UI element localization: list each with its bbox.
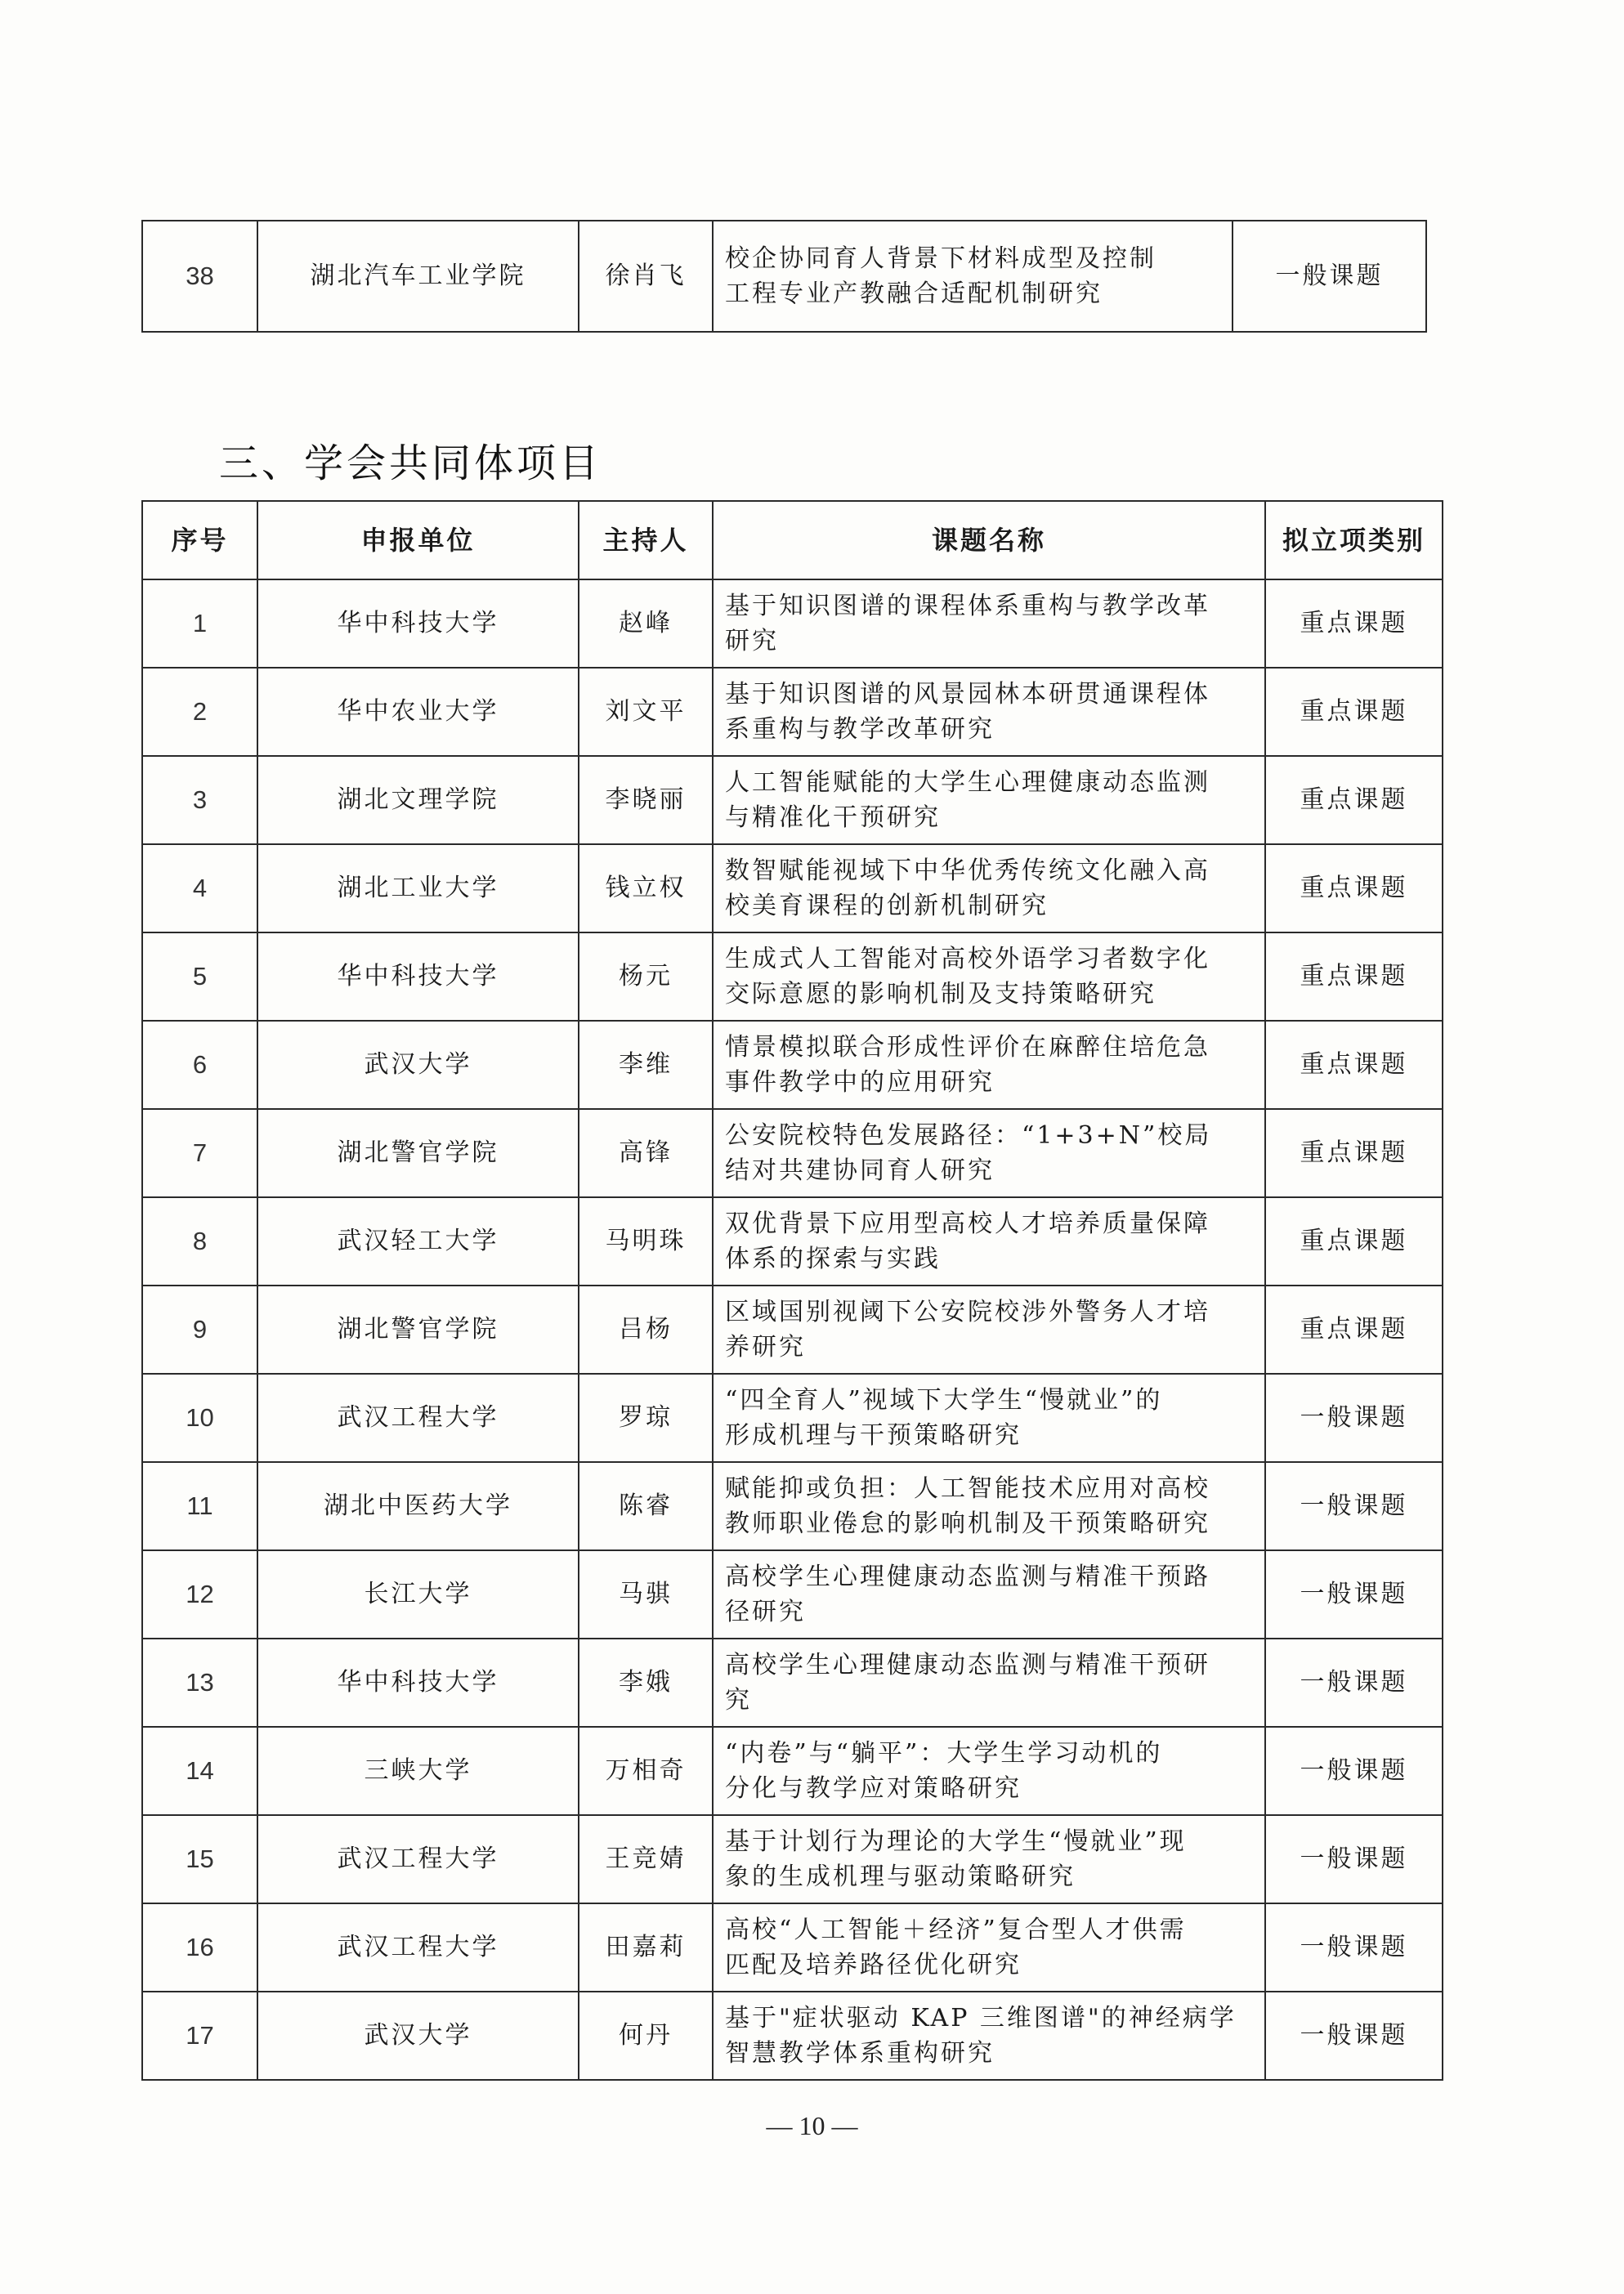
row-host: 田嘉莉 <box>579 1903 713 1992</box>
table-row <box>142 1021 1443 1109</box>
row-host: 刘文平 <box>579 668 713 756</box>
row-title-line: 校企协同育人背景下材料成型及控制 <box>725 244 1156 273</box>
row-category: 重点课题 <box>1265 579 1443 668</box>
row-title <box>713 1992 1265 2080</box>
row-host: 李晓丽 <box>579 756 713 844</box>
row-host: 赵峰 <box>579 579 713 668</box>
row-host: 高锋 <box>579 1109 713 1197</box>
row-category: 一般课题 <box>1233 221 1426 332</box>
row-unit: 华中科技大学 <box>257 579 579 668</box>
row-title <box>713 932 1265 1021</box>
table-row <box>142 1639 1443 1727</box>
row-title-line: 研究 <box>725 627 779 655</box>
row-title-line: 与精准化干预研究 <box>725 803 941 832</box>
row-title <box>713 579 1265 668</box>
row-title-line: 赋能抑或负担：人工智能技术应用对高校 <box>725 1473 1210 1503</box>
row-category: 一般课题 <box>1265 1550 1443 1639</box>
row-host: 王竞婧 <box>579 1815 713 1903</box>
row-title <box>713 1197 1265 1286</box>
row-number: 38 <box>142 221 257 332</box>
row-host: 李娥 <box>579 1639 713 1727</box>
row-title-line: 分化与教学应对策略研究 <box>725 1774 1022 1803</box>
row-title <box>713 1903 1265 1992</box>
row-number: 12 <box>142 1550 257 1639</box>
row-title <box>713 844 1265 932</box>
table-row <box>142 1286 1443 1374</box>
row-title-line: 究 <box>725 1686 752 1715</box>
row-category: 一般课题 <box>1265 1462 1443 1550</box>
row-host: 钱立权 <box>579 844 713 932</box>
row-title-line: 基于知识图谱的风景园林本研贯通课程体 <box>725 679 1210 709</box>
row-number: 4 <box>142 844 257 932</box>
row-category: 一般课题 <box>1265 1903 1443 1992</box>
row-category: 重点课题 <box>1265 932 1443 1021</box>
row-host: 李维 <box>579 1021 713 1109</box>
section-heading: 三、学会共同体项目 <box>219 440 602 486</box>
table-row <box>142 1992 1443 2080</box>
row-category: 一般课题 <box>1265 1815 1443 1903</box>
header-host: 主持人 <box>579 501 713 579</box>
row-number: 15 <box>142 1815 257 1903</box>
table-row <box>142 1197 1443 1286</box>
row-number: 13 <box>142 1639 257 1727</box>
table-row <box>142 1462 1443 1550</box>
row-host: 何丹 <box>579 1992 713 2080</box>
row-title-line: 系重构与教学改革研究 <box>725 715 995 744</box>
row-title-line: 事件教学中的应用研究 <box>725 1068 995 1097</box>
row-title-line: 基于计划行为理论的大学生“慢就业”现 <box>725 1827 1187 1856</box>
row-title-line: 交际意愿的影响机制及支持策略研究 <box>725 980 1156 1008</box>
row-title <box>713 1815 1265 1903</box>
table-row <box>142 1815 1443 1903</box>
row-unit: 华中科技大学 <box>257 932 579 1021</box>
row-number: 9 <box>142 1286 257 1374</box>
row-title <box>713 756 1265 844</box>
row-host: 徐肖飞 <box>579 221 713 332</box>
row-unit: 三峡大学 <box>257 1727 579 1815</box>
row-unit: 武汉工程大学 <box>257 1815 579 1903</box>
table-row <box>142 1374 1443 1462</box>
row-unit: 湖北文理学院 <box>257 756 579 844</box>
row-category: 一般课题 <box>1265 1727 1443 1815</box>
row-unit: 长江大学 <box>257 1550 579 1639</box>
row-title <box>713 668 1265 756</box>
row-title <box>713 1727 1265 1815</box>
row-category: 重点课题 <box>1265 756 1443 844</box>
row-number: 10 <box>142 1374 257 1462</box>
row-title-line: 体系的探索与实践 <box>725 1245 941 1273</box>
row-title <box>713 1550 1265 1639</box>
row-number: 14 <box>142 1727 257 1815</box>
table-row <box>142 1903 1443 1992</box>
row-category: 一般课题 <box>1265 1374 1443 1462</box>
row-number: 17 <box>142 1992 257 2080</box>
row-category: 重点课题 <box>1265 668 1443 756</box>
row-number: 3 <box>142 756 257 844</box>
row-title-line: 径研究 <box>725 1598 806 1626</box>
row-title <box>713 1286 1265 1374</box>
row-number: 16 <box>142 1903 257 1992</box>
row-title-line: 高校学生心理健康动态监测与精准干预研 <box>725 1650 1210 1679</box>
row-number: 1 <box>142 579 257 668</box>
row-number: 8 <box>142 1197 257 1286</box>
row-category: 重点课题 <box>1265 844 1443 932</box>
row-title-line: “内卷”与“躺平”：大学生学习动机的 <box>725 1738 1163 1768</box>
row-category: 一般课题 <box>1265 1639 1443 1727</box>
row-category: 重点课题 <box>1265 1109 1443 1197</box>
row-category: 重点课题 <box>1265 1021 1443 1109</box>
row-title-line: 基于知识图谱的课程体系重构与教学改革 <box>725 591 1210 620</box>
row-title-line: 基于"症状驱动 KAP 三维图谱"的神经病学 <box>725 2003 1237 2032</box>
row-number: 5 <box>142 932 257 1021</box>
row-host: 马明珠 <box>579 1197 713 1286</box>
row-unit: 武汉工程大学 <box>257 1903 579 1992</box>
row-title-line: “四全育人”视域下大学生“慢就业”的 <box>725 1385 1163 1415</box>
table-row <box>142 844 1443 932</box>
row-title-line: 校美育课程的创新机制研究 <box>725 892 1049 920</box>
row-title <box>713 1109 1265 1197</box>
header-title: 课题名称 <box>713 501 1265 579</box>
row-title <box>713 1639 1265 1727</box>
row-unit: 湖北中医药大学 <box>257 1462 579 1550</box>
header-no: 序号 <box>142 501 257 579</box>
continuation-table <box>141 220 1427 333</box>
row-title-line: 情景模拟联合形成性评价在麻醉住培危急 <box>725 1032 1210 1062</box>
row-category: 重点课题 <box>1265 1197 1443 1286</box>
row-host: 马骐 <box>579 1550 713 1639</box>
row-unit: 湖北警官学院 <box>257 1286 579 1374</box>
row-title-line: 高校学生心理健康动态监测与精准干预路 <box>725 1562 1210 1591</box>
row-unit: 武汉轻工大学 <box>257 1197 579 1286</box>
table-row <box>142 668 1443 756</box>
row-title-line: 养研究 <box>725 1333 806 1362</box>
row-unit: 武汉大学 <box>257 1021 579 1109</box>
table-header-row <box>142 501 1443 579</box>
row-unit: 湖北汽车工业学院 <box>257 221 579 332</box>
table-row <box>142 1109 1443 1197</box>
project-table <box>141 500 1443 2081</box>
row-title-line: 结对共建协同育人研究 <box>725 1156 995 1185</box>
row-title-line: 数智赋能视域下中华优秀传统文化融入高 <box>725 856 1210 885</box>
row-host: 陈睿 <box>579 1462 713 1550</box>
row-unit: 武汉工程大学 <box>257 1374 579 1462</box>
page-number: — 10 — <box>766 2111 858 2140</box>
row-title-line: 工程专业产教融合适配机制研究 <box>725 279 1103 308</box>
row-unit: 华中农业大学 <box>257 668 579 756</box>
header-unit: 申报单位 <box>257 501 579 579</box>
row-title-line: 公安院校特色发展路径：“1+3+N”校局 <box>725 1120 1212 1150</box>
row-title-line: 形成机理与干预策略研究 <box>725 1421 1022 1450</box>
row-category: 一般课题 <box>1265 1992 1443 2080</box>
row-title-line: 人工智能赋能的大学生心理健康动态监测 <box>725 767 1210 797</box>
row-title <box>713 1374 1265 1462</box>
row-number: 7 <box>142 1109 257 1197</box>
row-unit: 湖北工业大学 <box>257 844 579 932</box>
row-host: 万相奇 <box>579 1727 713 1815</box>
row-unit: 武汉大学 <box>257 1992 579 2080</box>
table-row <box>142 579 1443 668</box>
row-unit: 华中科技大学 <box>257 1639 579 1727</box>
row-title-line: 匹配及培养路径优化研究 <box>725 1951 1022 1979</box>
row-host: 杨元 <box>579 932 713 1021</box>
table-row <box>142 1550 1443 1639</box>
table-row <box>142 221 1426 332</box>
row-title <box>713 1021 1265 1109</box>
row-category: 重点课题 <box>1265 1286 1443 1374</box>
header-category: 拟立项类别 <box>1265 501 1443 579</box>
row-title-line: 区域国别视阈下公安院校涉外警务人才培 <box>725 1297 1210 1326</box>
row-title <box>713 1462 1265 1550</box>
row-number: 11 <box>142 1462 257 1550</box>
row-number: 2 <box>142 668 257 756</box>
row-title-line: 高校“人工智能＋经济”复合型人才供需 <box>725 1915 1187 1944</box>
row-host: 罗琼 <box>579 1374 713 1462</box>
row-title <box>713 221 1233 332</box>
table-row <box>142 932 1443 1021</box>
table-row <box>142 1727 1443 1815</box>
row-host: 吕杨 <box>579 1286 713 1374</box>
row-title-line: 象的生成机理与驱动策略研究 <box>725 1862 1076 1891</box>
table-row <box>142 756 1443 844</box>
row-title-line: 生成式人工智能对高校外语学习者数字化 <box>725 944 1210 973</box>
row-unit: 湖北警官学院 <box>257 1109 579 1197</box>
row-title-line: 教师职业倦怠的影响机制及干预策略研究 <box>725 1509 1210 1538</box>
row-number: 6 <box>142 1021 257 1109</box>
row-title-line: 双优背景下应用型高校人才培养质量保障 <box>725 1209 1210 1238</box>
row-title-line: 智慧教学体系重构研究 <box>725 2039 995 2068</box>
